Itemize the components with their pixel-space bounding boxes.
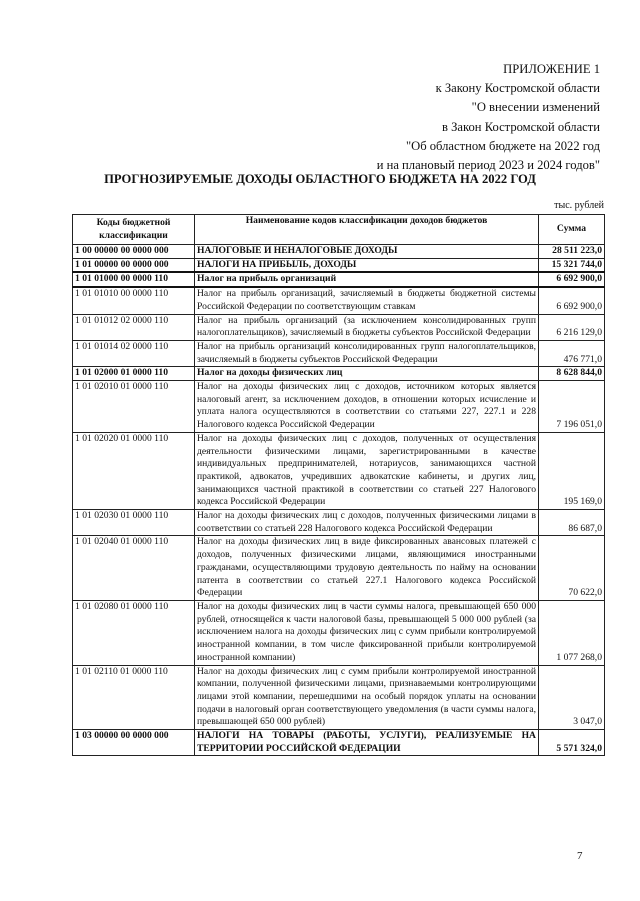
- table-row: [73, 600, 605, 665]
- table-row: [73, 510, 605, 536]
- sum-cell: 1 077 268,0: [539, 600, 605, 665]
- code-cell: 1 01 02040 01 0000 110: [73, 536, 195, 601]
- code-cell: 1 01 02010 01 0000 110: [73, 381, 195, 433]
- document-title: ПРОГНОЗИРУЕМЫЕ ДОХОДЫ ОБЛАСТНОГО БЮДЖЕТА НА 2022 ГОД: [104, 172, 536, 186]
- annex-line: "Об областном бюджете на 2022 год: [405, 138, 600, 153]
- annex-line: "О внесении изменений: [471, 100, 600, 115]
- code-cell: 1 01 02000 01 0000 110: [73, 367, 195, 381]
- name-cell: Налог на прибыль организаций, зачисляемый в бюджеты бюджетной системы Российской Федерации по соответствующим ставкам: [195, 287, 539, 314]
- name-cell: НАЛОГОВЫЕ И НЕНАЛОГОВЫЕ ДОХОДЫ: [195, 245, 539, 259]
- name-cell: Налог на прибыль организаций (за исключением консолидированных групп налогоплательщиков), зачисляемый в бюджеты субъектов Российской Федерации: [195, 314, 539, 340]
- annex-line: ПРИЛОЖЕНИЕ 1: [503, 62, 600, 76]
- annex-line: в Закон Костромской области: [442, 119, 600, 134]
- table-row: [73, 367, 605, 381]
- table-row: [73, 536, 605, 601]
- name-cell: Налог на доходы физических лиц в части суммы налога, превышающей 650 000 рублей, относящейся к части налоговой базы, превышающей 5 000 000 рублей (за исключением налога на доходы физических лиц с сумм прибыли контролируемой иностранной компании, в том числе фиксированной прибыли контролируемой иностранной компании): [195, 600, 539, 665]
- name-cell: Налог на доходы физических лиц в виде фиксированных авансовых платежей с доходов, полученных физическими лицами, являющимися иностранными гражданами, осуществляющими трудовую деятельность по найму на основании патента в соответствии со статьей 227.1 Налогового кодекса Российской Федерации: [195, 536, 539, 601]
- table-body: [73, 245, 605, 756]
- table-row: [73, 730, 605, 756]
- code-cell: 1 01 01014 02 0000 110: [73, 340, 195, 366]
- sum-cell: 3 047,0: [539, 665, 605, 730]
- code-cell: 1 00 00000 00 0000 000: [73, 245, 195, 259]
- table-row: [73, 245, 605, 259]
- sum-cell: 86 687,0: [539, 510, 605, 536]
- sum-cell: 6 692 900,0: [539, 272, 605, 287]
- page-number: 7: [577, 850, 583, 862]
- table-header-row: [73, 215, 605, 245]
- sum-cell: 195 169,0: [539, 432, 605, 509]
- name-cell: НАЛОГИ НА ТОВАРЫ (РАБОТЫ, УСЛУГИ), РЕАЛИЗУЕМЫЕ НА ТЕРРИТОРИИ РОССИЙСКОЙ ФЕДЕРАЦИИ: [195, 730, 539, 756]
- sum-cell: 6 692 900,0: [539, 287, 605, 314]
- unit-label: тыс. рублей: [554, 200, 604, 211]
- code-cell: 1 03 00000 00 0000 000: [73, 730, 195, 756]
- header-codes: Коды бюджетной классификации: [73, 215, 195, 245]
- sum-cell: 15 321 744,0: [539, 258, 605, 272]
- code-cell: 1 01 01010 00 0000 110: [73, 287, 195, 314]
- code-cell: 1 01 02020 01 0000 110: [73, 432, 195, 509]
- sum-cell: 8 628 844,0: [539, 367, 605, 381]
- header-name: Наименование кодов классификации доходов бюджетов: [195, 215, 539, 245]
- code-cell: 1 01 01000 00 0000 110: [73, 272, 195, 287]
- sum-cell: 6 216 129,0: [539, 314, 605, 340]
- name-cell: Налог на доходы физических лиц с доходов, полученных от осуществления деятельности физическими лицами, зарегистрированными в качестве индивидуальных предпринимателей, нотариусов, занимающихся частной практикой, адвокатов, учредивших адвокатские кабинеты, и других лиц, занимающихся частной практикой в соответствии со статьей 227 Налогового кодекса Российской Федерации: [195, 432, 539, 509]
- table-row: [73, 381, 605, 433]
- table-row: [73, 665, 605, 730]
- table-row: [73, 258, 605, 272]
- name-cell: НАЛОГИ НА ПРИБЫЛЬ, ДОХОДЫ: [195, 258, 539, 272]
- revenue-table: [72, 214, 605, 756]
- sum-cell: 5 571 324,0: [539, 730, 605, 756]
- name-cell: Налог на доходы физических лиц: [195, 367, 539, 381]
- code-cell: 1 01 02110 01 0000 110: [73, 665, 195, 730]
- annex-line: и на плановый период 2023 и 2024 годов": [376, 158, 600, 173]
- code-cell: 1 01 02030 01 0000 110: [73, 510, 195, 536]
- table-row: [73, 340, 605, 366]
- annex-line: к Закону Костромской области: [435, 81, 600, 96]
- name-cell: Налог на доходы физических лиц с доходов, полученных физическими лицами в соответствии со статьей 228 Налогового кодекса Российской Федерации: [195, 510, 539, 536]
- name-cell: Налог на прибыль организаций: [195, 272, 539, 287]
- sum-cell: 70 622,0: [539, 536, 605, 601]
- name-cell: Налог на доходы физических лиц с доходов, источником которых является налоговый агент, за исключением доходов, в отношении которых исчисление и уплата налога осуществляются в соответствии со статьями 227, 227.1 и 228 Налогового кодекса Российской Федерации: [195, 381, 539, 433]
- sum-cell: 476 771,0: [539, 340, 605, 366]
- table-row: [73, 432, 605, 509]
- table-row: [73, 314, 605, 340]
- code-cell: 1 01 01012 02 0000 110: [73, 314, 195, 340]
- table-row: [73, 287, 605, 314]
- name-cell: Налог на доходы физических лиц с сумм прибыли контролируемой иностранной компании, полученной физическими лицами, признаваемыми контролирующими лицами этой компании, перешедшими на особый порядок уплаты на основании подачи в налоговый орган соответствующего уведомления (в части суммы налога, превышающей 650 000 рублей): [195, 665, 539, 730]
- annex-header: [377, 60, 600, 175]
- name-cell: Налог на прибыль организаций консолидированных групп налогоплательщиков, зачисляемый в бюджеты субъектов Российской Федерации: [195, 340, 539, 366]
- table-row: [73, 272, 605, 287]
- sum-cell: 28 511 223,0: [539, 245, 605, 259]
- code-cell: 1 01 00000 00 0000 000: [73, 258, 195, 272]
- header-sum: Сумма: [539, 215, 605, 245]
- sum-cell: 7 196 051,0: [539, 381, 605, 433]
- code-cell: 1 01 02080 01 0000 110: [73, 600, 195, 665]
